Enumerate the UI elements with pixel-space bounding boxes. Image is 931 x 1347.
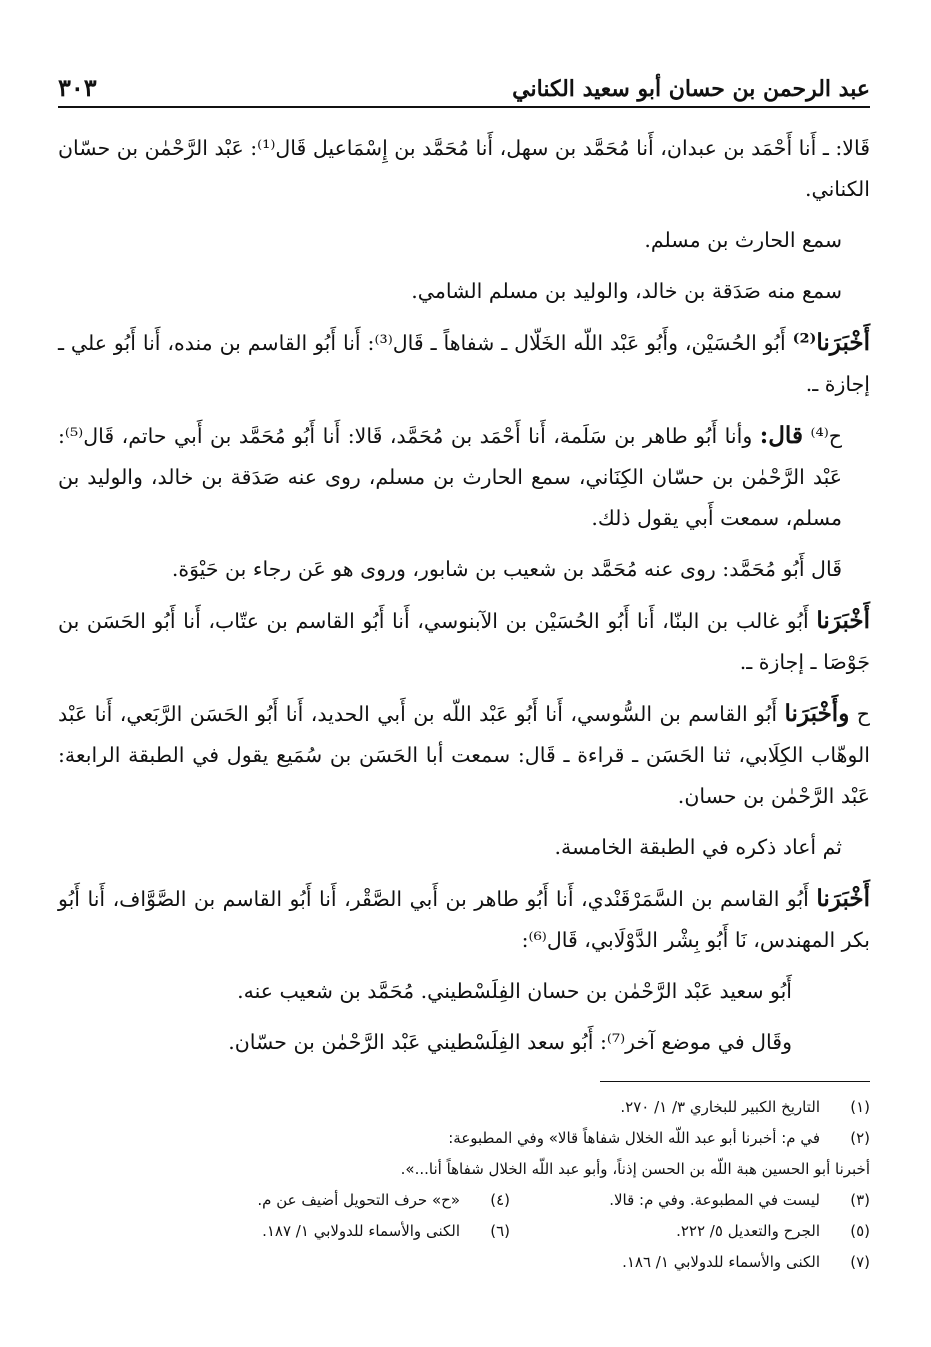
footnote-pair-5-6 [58,1216,870,1247]
paragraph-8-text: أَبُو القاسم بن السُّوسي، أَنا أَبُو عَبْد اللّه بن أَبي الحديد، أَنا أَبُو الحَسَن الرَّبَعي، أَنا عَبْد الوهّاب الكِلَابي، ثنا الحَسَن ـ قراءة ـ قَال: سمعت أبا الحَسَن بن سُمَيع يقول في الطبقة الرابعة: عَبْد الرَّحْمٰن بن حسان. [58,702,870,808]
header-title: عبد الرحمن بن حسان أبو سعيد الكناني [512,76,870,102]
footnote-4 [150,1185,510,1216]
footnote-text: الكنى والأسماء للدولابي ١/ ١٨٧. [262,1222,460,1240]
running-header [58,58,870,108]
footnote-1 [58,1092,870,1123]
paragraph-6: قَال أَبُو مُحَمَّد: روى عنه مُحَمَّد بن شعيب بن شابور، وروى هو عَن رجاء بن حَيْوَة. [171,557,842,581]
footnote-2-continuation: أخبرنا أبو الحسين هبة اللّه بن الحسن إذناً، وأبو عبد اللّه الخلال شفاهاً أنا...». [400,1160,870,1178]
paragraph-5 [58,415,870,539]
footnote-7 [58,1247,870,1278]
keyword-akhbarana: أَخْبَرَنا [816,885,870,912]
paragraph-3: سمع منه صَدَقة بن خالد، والوليد بن مسلم الشامي. [411,279,842,303]
paragraph-1: قَالا: ـ أَنا أَحْمَد بن عبدان، أَنا مُحَمَّد بن سهل، أَنا مُحَمَّد بن إِسْمَاعيل قَال⁽¹⁾: عَبْد الرَّحْمٰن بن حسّان الكناني. [58,136,870,201]
tahwil-mark: ح⁽⁴⁾ [802,424,842,448]
keyword-akhbarana: أَخْبَرَنا⁽²⁾ [792,329,871,356]
footnote-pair-3-4 [58,1185,870,1216]
keyword-akhbarana: أَخْبَرَنا [816,607,870,634]
paragraph-7 [58,600,870,683]
footnote-number: (١) [850,1098,870,1116]
footnote-divider [600,1081,870,1082]
footnote-5 [510,1216,870,1247]
paragraph-5-text: وأنا أَبُو طاهر بن سَلَمة، أَنا أَحْمَد بن مُحَمَّد، قَالا: أَنا أَبُو مُحَمَّد بن أَبي حاتم، قَال⁽⁵⁾: عَبْد الرَّحْمٰن بن حسّان الكِنَاني، سمع الحارث بن مسلم، روى عنه صَدَقة بن خالد، والوليد بن مسلم، سمعت أَبي يقول ذلك. [58,424,842,530]
footnotes [58,1092,870,1278]
footnote-number: (٦) [490,1222,510,1240]
paragraph-8 [58,693,870,817]
footnote-text: الجرح والتعديل ٥/ ٢٢٢. [676,1222,820,1240]
footnote-number: (٢) [850,1129,870,1147]
paragraph-9: ثم أعاد ذكره في الطبقة الخامسة. [554,835,842,859]
paragraph-10-text: أَبُو القاسم بن السَّمَرْقَنْدي، أَنا أَبُو طاهر بن أَبي الصَّقْر، أَنا أَبُو القاسم بن الصَّوَّاف، أَنا أَبُو بكر المهندس، نَا أَبُو بِشْر الدَّوْلَابي، قَال⁽⁶⁾: [58,887,870,952]
keyword-qal: قال: [759,422,803,449]
footnote-2 [58,1123,870,1154]
footnote-text: «ح» حرف التحويل أضيف عن م. [257,1191,460,1209]
paragraph-12: وقَال في موضع آخر⁽⁷⁾: أَبُو سعد الفِلَسْطيني عَبْد الرَّحْمٰن بن حسّان. [228,1030,792,1054]
footnote-6 [150,1216,510,1247]
main-text [58,128,870,1063]
footnote-number: (٥) [850,1222,870,1240]
paragraph-11: أَبُو سعيد عَبْد الرَّحْمٰن بن حسان الفِلَسْطيني. مُحَمَّد بن شعيب عنه. [237,979,792,1003]
paragraph-2: سمع الحارث بن مسلم. [644,228,842,252]
paragraph-4 [58,322,870,405]
footnote-number: (٧) [850,1253,870,1271]
paragraph-7-text: أَبُو غالب بن البنّا، أَنا أَبُو الحُسَيْن بن الآبنوسي، أَنا أَبُو القاسم بن عتّاب، أَنا أَبُو الحَسَن بن جَوْصَا ـ إجازة ـ. [58,609,870,674]
footnote-text: ليست في المطبوعة. وفي م: قالا. [609,1191,820,1209]
footnote-text: التاريخ الكبير للبخاري ٣/ ١/ ٢٧٠. [620,1098,820,1116]
tahwil-mark: ح [849,702,871,726]
keyword-waakhbarana: وأَخْبَرَنا [784,700,850,727]
footnote-text: في م: أخبرنا أبو عبد اللّه الخلال شفاهاً قالا» وفي المطبوعة: [448,1129,820,1147]
footnote-3 [510,1185,870,1216]
book-page [58,58,870,1308]
footnote-number: (٤) [490,1191,510,1209]
footnote-number: (٣) [850,1191,870,1209]
footnote-text: الكنى والأسماء للدولابي ١/ ١٨٦. [622,1253,820,1271]
paragraph-4-text: أَبُو الحُسَيْن، وأَبُو عَبْد اللّه الخَلّال ـ شفاهاً ـ قَال⁽³⁾: أَنا أَبُو القاسم بن منده، أَنا أَبُو علي ـ إجازة ـ. [58,331,870,396]
paragraph-10 [58,878,870,961]
page-number: ٣٠٣ [58,73,97,102]
